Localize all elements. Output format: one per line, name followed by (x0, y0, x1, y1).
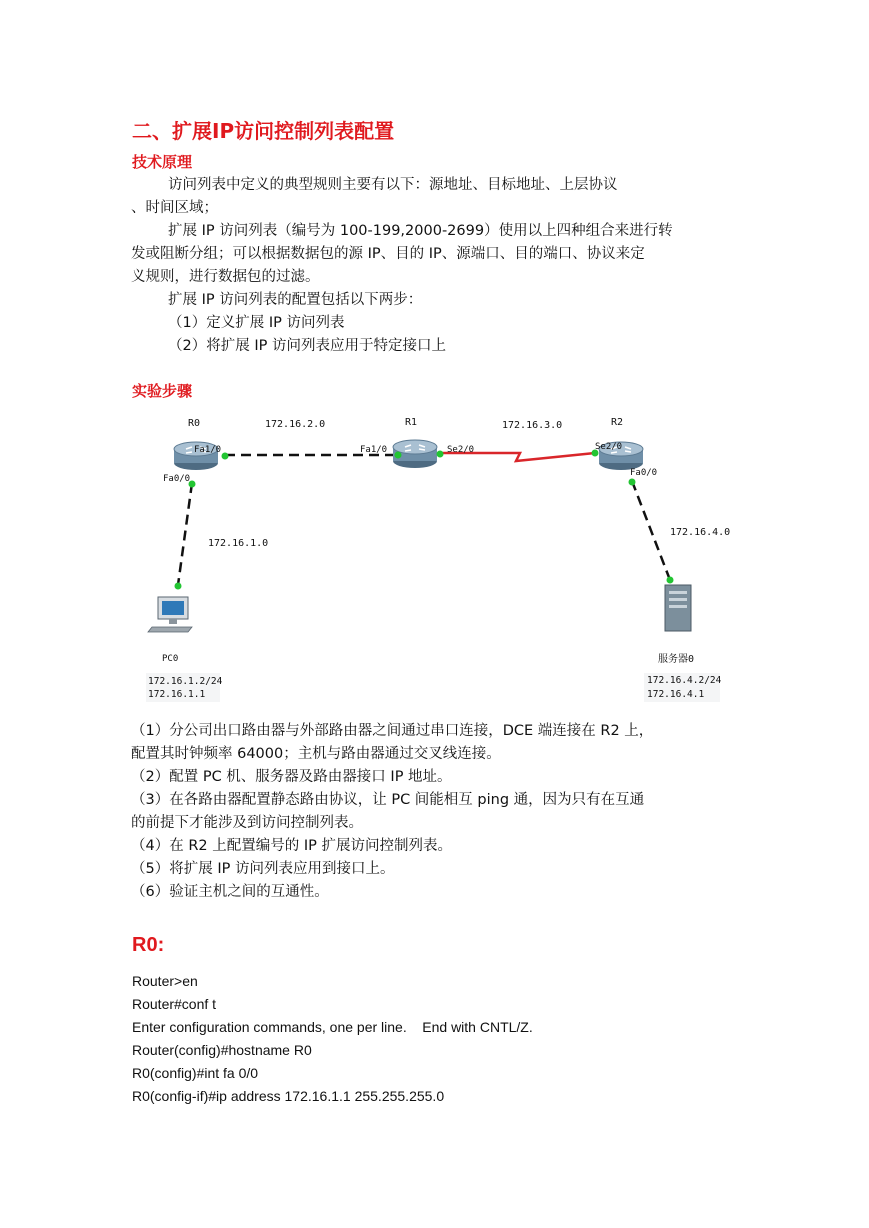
experiment-step-line: 配置其时钟频率 64000；主机与路由器通过交叉线连接。 (131, 746, 501, 762)
port-dot (667, 577, 674, 584)
theory-paragraph-2-line-3: 义规则，进行数据包的过滤。 (131, 269, 320, 285)
theory-step-2: （2）将扩展 IP 访问列表应用于特定接口上 (168, 338, 446, 354)
port-dot (437, 451, 444, 458)
port-dot (629, 479, 636, 486)
router-r2-label: R2 (611, 417, 624, 428)
theory-paragraph-3: 扩展 IP 访问列表的配置包括以下两步： (168, 292, 423, 308)
r0-heading: R0: (132, 934, 165, 956)
theory-paragraph-2-line-2: 发或阻断分组；可以根据数据包的源 IP、目的 IP、源端口、目的端口、协议来定 (131, 246, 645, 262)
theory-paragraph-2-line-1: 扩展 IP 访问列表（编号为 100-199,2000-2699）使用以上四种组合来进行转 (168, 223, 673, 239)
server-gateway-label: 172.16.4.1 (647, 689, 705, 700)
command-line: Enter configuration commands, one per line. End with CNTL/Z. (132, 1019, 533, 1035)
network-topology-diagram (130, 405, 750, 705)
command-line: R0(config-if)#ip address 172.16.1.1 255.255.255.0 (132, 1088, 445, 1104)
theory-paragraph-1-line-2: 、时间区域； (131, 200, 218, 216)
theory-step-1: （1）定义扩展 IP 访问列表 (168, 315, 345, 331)
r2-fa00-port-label: Fa0/0 (630, 468, 658, 478)
server-ip-label: 172.16.4.2/24 (647, 675, 722, 686)
pc-label: PC0 (162, 654, 179, 664)
network-server-label: 172.16.4.0 (670, 527, 731, 538)
experiment-step-line: 的前提下才能涉及到访问控制列表。 (131, 815, 363, 831)
pc-gateway-label: 172.16.1.1 (148, 689, 206, 700)
router-r1-label: R1 (405, 417, 418, 428)
network-r0-r1-label: 172.16.2.0 (265, 419, 326, 430)
network-r1-r2-label: 172.16.3.0 (502, 420, 563, 431)
port-dot (222, 453, 229, 460)
command-line: Router(config)#hostname R0 (132, 1042, 312, 1058)
server-label: 服务器0 (658, 654, 695, 665)
theory-heading: 技术原理 (132, 153, 193, 171)
experiment-step-line: （5）将扩展 IP 访问列表应用到接口上。 (131, 861, 395, 877)
experiment-heading: 实验步骤 (132, 382, 193, 400)
theory-paragraph-1-line-1: 访问列表中定义的典型规则主要有以下：源地址、目标地址、上层协议 (168, 177, 618, 193)
command-line: Router>en (132, 973, 198, 989)
router-r0-label: R0 (188, 418, 201, 429)
experiment-step-line: （4）在 R2 上配置编号的 IP 扩展访问控制列表。 (131, 838, 452, 854)
command-line: Router#conf t (132, 996, 217, 1012)
experiment-step-line: （1）分公司出口路由器与外部路由器之间通过串口连接，DCE 端连接在 R2 上， (131, 723, 654, 739)
experiment-step-line: （6）验证主机之间的互通性。 (131, 884, 329, 900)
link-r2-server (632, 481, 670, 580)
port-dot (175, 583, 182, 590)
r0-fa00-port-label: Fa0/0 (163, 474, 191, 484)
r1-se20-port-label: Se2/0 (447, 445, 475, 455)
command-line: R0(config)#int fa 0/0 (132, 1065, 259, 1081)
network-pc-label: 172.16.1.0 (208, 538, 269, 549)
r2-se20-port-label: Se2/0 (595, 442, 623, 452)
r0-fa10-port-label: Fa1/0 (194, 445, 222, 455)
experiment-step-line: （2）配置 PC 机、服务器及路由器接口 IP 地址。 (131, 769, 452, 785)
server-icon (665, 585, 691, 631)
section-title: 二、扩展IP访问控制列表配置 (132, 119, 395, 143)
link-r0-pc (178, 483, 192, 585)
pc-icon (148, 597, 192, 632)
r1-fa10-port-label: Fa1/0 (360, 445, 388, 455)
port-dot (395, 452, 402, 459)
pc-ip-label: 172.16.1.2/24 (148, 676, 223, 687)
experiment-step-line: （3）在各路由器配置静态路由协议，让 PC 间能相互 ping 通，因为只有在互通 (131, 792, 645, 808)
